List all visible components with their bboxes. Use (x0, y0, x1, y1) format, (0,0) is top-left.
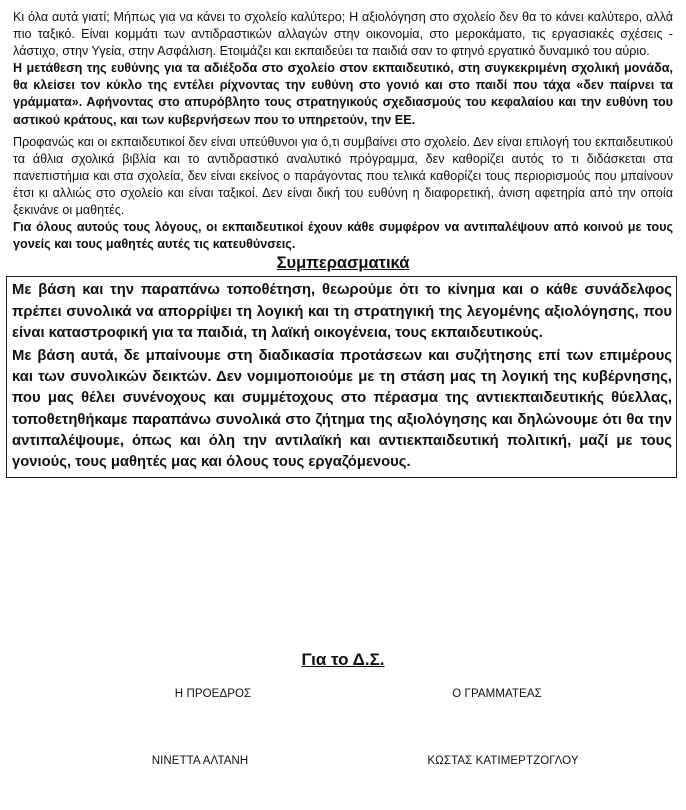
paragraph-why: Κι όλα αυτά γιατί; Μήπως για να κάνει το σχολείο καλύτερο; Η αξιολόγηση στο σχολείο δεν θα το κάνει καλύτερο, αλλά πιο ταξικό. Είναι κομμάτι των αντιδραστικών αλλαγών στην οικονομία, στο μεροκάματο, τις εργασιακές σχέσεις - λάστιχο, στην Υγεία, στην Ασφάλιση. Ετοιμάζει και εκπαιδεύει τα παιδιά σαν το φτηνό εργατικό δυναμικό του αύριο. (13, 10, 673, 59)
conclusion-box (6, 276, 677, 478)
paragraph-common-struggle: Για όλους αυτούς τους λόγους, οι εκπαιδευτικοί έχουν κάθε συμφέρον να αντιπαλέψουν από κοινού με τους γονείς και τους μαθητές αυτές τις κατευθύνσεις. (13, 220, 673, 252)
paragraph-teachers-not-responsible: Προφανώς και οι εκπαιδευτικοί δεν είναι υπεύθυνοι για ό,τι συμβαίνει στο σχολείο. Δεν είναι επιλογή του εκπαιδευτικού τα άθλια σχολικά βιβλία και το αντιδραστικό αναλυτικό πρόγραμμα, δεν καθορίζει αυτός το τι διδάσκεται στα πανεπιστήμια και στα σχολεία, δεν είναι εκείνος ο παράγοντας που τελικά καθορίζει τους περιορισμούς που μπαίνουν έτσι κι αλλιώς στο σχολείο και είναι ταξικοί. Δεν είναι δική του ευθύνη η διαφορετική, άνιση αφετηρία από την οποία ξεκινάνε οι μαθητές. (13, 134, 673, 218)
conclusion-paragraph-2: Με βάση αυτά, δε μπαίνουμε στη διαδικασία προτάσεων και συζήτησης επί των επιμέρους και των συνολικών δεικτών. Δεν νομιμοποιούμε με τη στάση μας τη λογική της κυβέρνησης, που μας θέλει συνένοχους και συμμέτοχους στο πέρασμα της αντιεκπαιδευτικής θύελλας, τοποθετηθήκαμε παραπάνω συνολικά στο ζήτημα της αξιολόγησης και δηλώνουμε ότι θα την αντιπαλέψουμε, όπως και όλη την αντιλαϊκή και αντιεκπαιδευτική πολιτική, μαζί με τους γονιούς, τους μαθητές μας και όλους τους εργαζόμενους. (12, 347, 672, 470)
document-body (13, 9, 673, 478)
signature-title: Για το Δ.Σ. (301, 650, 385, 669)
signature-right-name: ΚΩΣΤΑΣ ΚΑΤΙΜΕΡΤΖΟΓΛΟΥ (427, 755, 579, 767)
conclusion-heading: Συμπερασματικά (276, 254, 410, 273)
paragraph-responsibility-shift: Η μετάθεση της ευθύνης για τα αδιέξοδα στο σχολείο στον εκπαιδευτικό, στη συγκεκριμένη σχολική μονάδα, θα κλείσει τον κύκλο της εντέλει ρίχνοντας την ευθύνη στο γονιό και στο παιδί που τάχα «δεν παίρνει τα γράμματα». Αφήνοντας στο απυρόβλητο τους στρατηγικούς σχεδιασμούς του κεφαλαίου και την ευθύνη του αστικού κράτους, και των κυβερνήσεων που το υπηρετούν, την ΕΕ. (13, 61, 673, 127)
signature-left-role: Η ΠΡΟΕΔΡΟΣ (174, 688, 252, 700)
signature-right-role: Ο ΓΡΑΜΜΑΤΕΑΣ (452, 688, 542, 700)
signature-left-name: ΝΙΝΕΤΤΑ ΑΛΤΑΝΗ (151, 755, 249, 767)
conclusion-paragraph-1: Με βάση και την παραπάνω τοποθέτηση, θεωρούμε ότι το κίνημα και ο κάθε συνάδελφος πρέπει συνολικά να απορρίψει τη λογική και τη στρατηγική της λεγομένης αξιολόγησης, που είναι καταστροφική για τα παιδιά, τη λαϊκή οικογένεια, τους εκπαιδευτικούς. (12, 282, 672, 341)
